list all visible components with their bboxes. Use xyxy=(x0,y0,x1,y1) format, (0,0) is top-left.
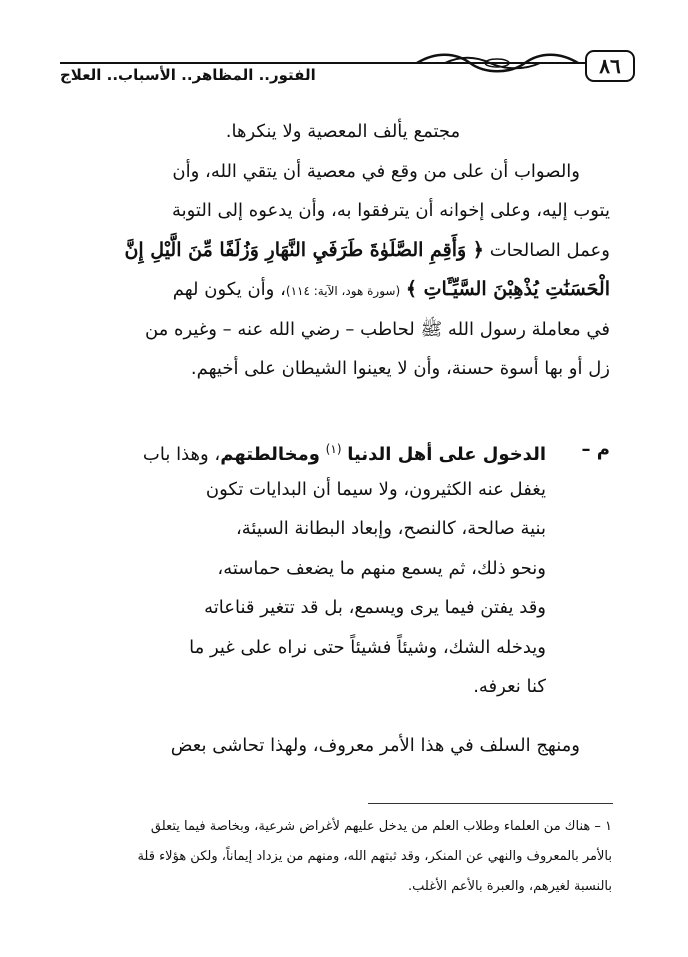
main-text xyxy=(76,112,610,389)
text-line: ومنهج السلف في هذا الأمر معروف، ولهذا تحاشى بعض xyxy=(170,735,580,756)
footnote-line: بالنسبة لغيرهم، والعبرة بالأعم الأغلب. xyxy=(408,879,612,894)
text-line: يتوب إليه، وعلى إخوانه أن يترفقوا به، وأن يدعوه إلى التوبة xyxy=(171,200,610,221)
text-line: ويدخله الشك، وشيئاً فشيئاً حتى نراه على غير ما xyxy=(189,636,546,658)
page-number: ٨٦ xyxy=(585,50,635,82)
text-line: كنا نعرفه. xyxy=(473,676,546,697)
quran-verse: الْحَسَنَٰتِ يُذْهِبْنَ السَّيِّـَٔاتِ ﴾ xyxy=(405,278,610,300)
item-heading: ومخالطتهم xyxy=(220,444,320,465)
item-heading: الدخول على أهل الدنيا xyxy=(347,444,546,465)
verse-reference: (سورة هود، الآية: ١١٤) xyxy=(285,284,401,298)
text-line: يغفل عنه الكثيرون، ولا سيما أن البدايات تكون xyxy=(205,478,546,500)
footnote-line: بالأمر بالمعروف والنهي عن المنكر، وقد ثبتهم الله، ومنهم من يزداد إيماناً، ولكن هؤلاء قلة xyxy=(137,849,612,864)
item-marker: م – xyxy=(581,439,610,460)
footnote-divider xyxy=(368,803,613,804)
running-title: الفتور.. المظاهر.. الأسباب.. العلاج xyxy=(60,66,316,84)
quran-verse: ﴿ وَأَقِمِ الصَّلَوٰةَ طَرَفَيِ النَّهَارِ وَزُلَفًا مِّنَ الَّيْلِ إِنَّ xyxy=(124,238,484,261)
footnote-mark: (١) xyxy=(325,442,342,456)
text-line: وقد يفتن فيما يرى ويسمع، بل قد تتغير قناعاته xyxy=(204,597,546,618)
item-content xyxy=(76,430,546,707)
page-header xyxy=(60,50,635,90)
text-line xyxy=(76,270,610,310)
text-line xyxy=(76,430,546,470)
text-line: زل أو بها أسوة حسنة، وأن لا يعينوا الشيطان على أخيهم. xyxy=(190,358,610,379)
footnote-line: ١ – هناك من العلماء وطلاب العلم من يدخل عليهم لأغراض شرعية، وبخاصة فيما يتعلق xyxy=(150,819,612,834)
text-line: مجتمع يألف المعصية ولا ينكرها. xyxy=(225,121,461,142)
footnote xyxy=(88,812,612,902)
text-line xyxy=(76,231,610,271)
ornament-icon xyxy=(415,52,580,74)
text-line: في معاملة رسول الله ﷺ لحاطب – رضي الله عنه – وغيره من xyxy=(144,318,610,340)
text-line: بنية صالحة، كالنصح، وإبعاد البطانة السيئة، xyxy=(235,518,546,539)
text-line: ونحو ذلك، ثم يسمع منهم ما يضعف حماسته، xyxy=(217,557,546,579)
text-line: والصواب أن على من وقع في معصية أن يتقي الله، وأن xyxy=(172,160,580,182)
list-item xyxy=(76,430,610,707)
text-segment: ، وهذا باب xyxy=(142,444,221,465)
text-segment: ، وأن يكون لهم xyxy=(172,279,286,300)
paragraph xyxy=(76,726,610,766)
text-segment: وعمل الصالحات xyxy=(489,239,610,261)
